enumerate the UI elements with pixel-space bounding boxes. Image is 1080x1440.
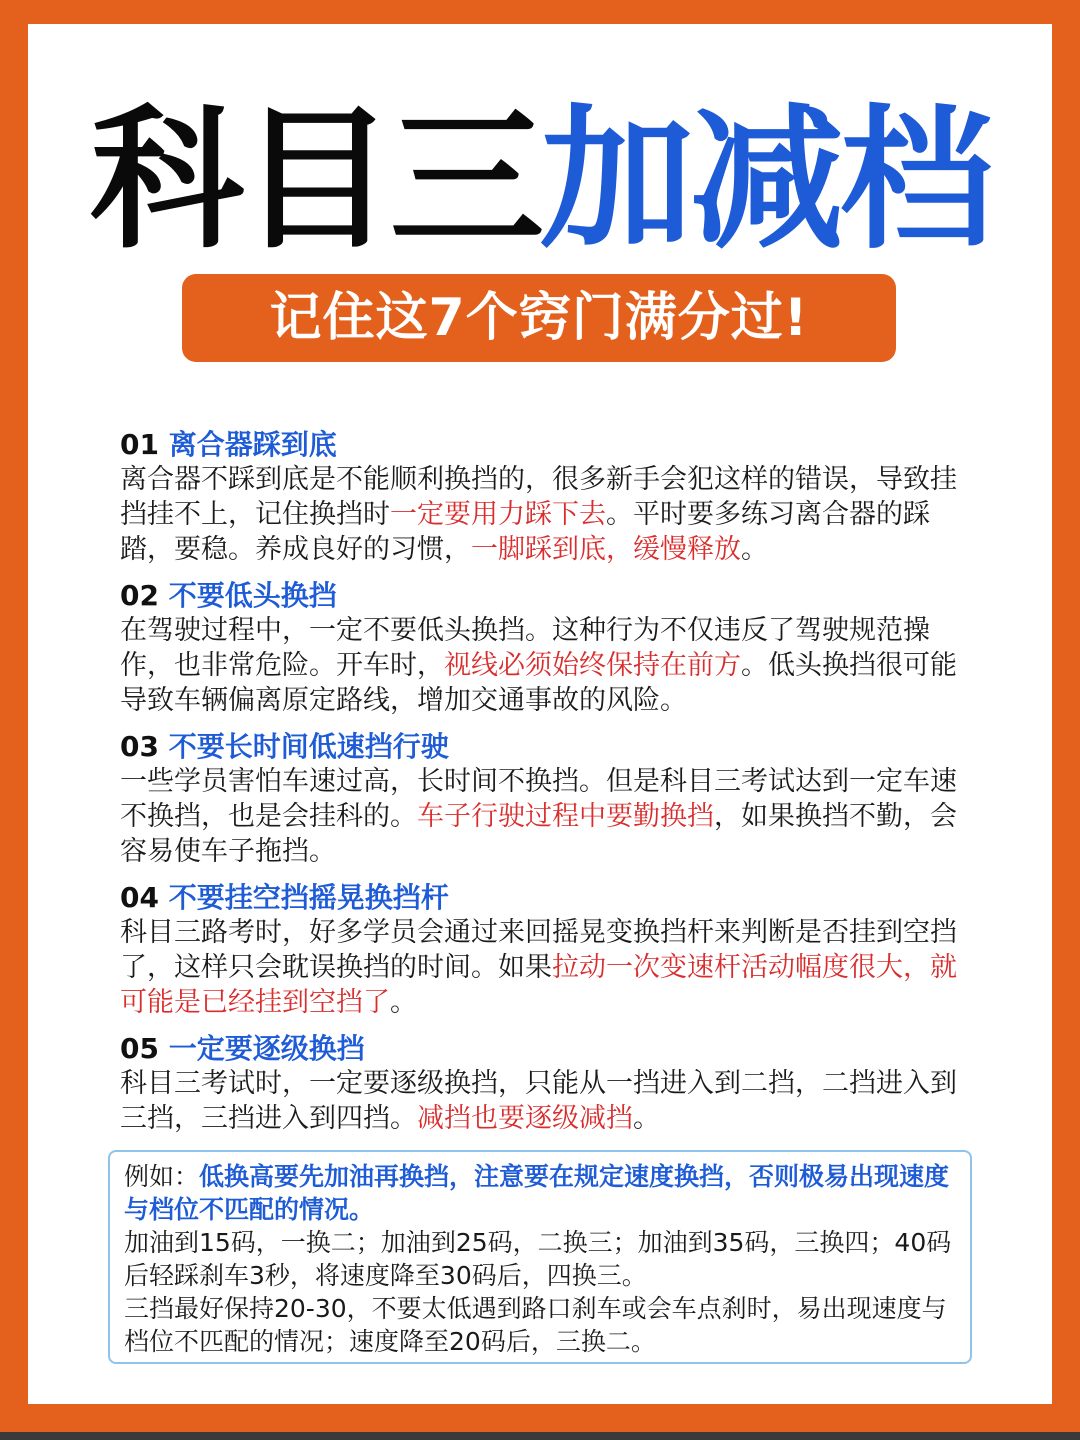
tip-text: 。 <box>741 534 768 565</box>
tip-heading <box>120 730 980 764</box>
title-black-part: 科目三 <box>89 91 540 270</box>
tip-body <box>120 613 980 718</box>
tip-highlight: 一定要用力踩下去 <box>390 499 606 530</box>
tip-text: 在驾驶过程中，一定不要低头换挡。这种行为不仅违反了驾驶规范操作，也非常危险。开车时， <box>120 615 930 681</box>
tip-heading <box>120 1032 980 1066</box>
tips-list <box>120 428 980 1148</box>
subtitle-banner: 记住这7个窍门满分过! <box>182 274 896 362</box>
example-line-2: 加油到15码，一换二；加油到25码，二换三；加油到35码，三换四；40码后轻踩刹车3秒，将速度降至30码后，四换三。 <box>124 1228 952 1290</box>
tip-highlight: 拉动一次变速杆活动幅度很大，就可能是已经挂到空挡了 <box>120 952 957 1018</box>
tip-number: 01 <box>120 428 159 461</box>
tip-text: 。平时要多练习离合器的踩踏，要稳。养成良好的习惯， <box>120 499 930 565</box>
tip-heading <box>120 428 980 462</box>
tip-section-01 <box>120 428 980 567</box>
example-highlight: 低换高要先加油再换挡，注意要在规定速度换挡，否则极易出现速度与档位不匹配的情况。 <box>124 1162 950 1224</box>
tip-body <box>120 764 980 869</box>
tip-text: 。 <box>390 987 417 1018</box>
tip-highlight: 一脚踩到底，缓慢释放 <box>471 534 741 565</box>
example-prefix: 例如： <box>124 1162 200 1191</box>
tip-number: 04 <box>120 881 159 914</box>
content-card <box>28 24 1052 1404</box>
example-line-3: 三挡最好保持20-30，不要太低遇到路口刹车或会车点刹时，易出现速度与档位不匹配的情况；速度降至20码后，三换二。 <box>124 1294 947 1356</box>
tip-text: 科目三路考时，好多学员会通过来回摇晃变换挡杆来判断是否挂到空挡了，这样只会耽误换挡的时间。如果 <box>120 917 957 983</box>
tip-section-04 <box>120 881 980 1020</box>
tip-highlight: 减挡也要逐级减挡 <box>417 1103 633 1134</box>
tip-section-02 <box>120 579 980 718</box>
tip-text: 。 <box>633 1103 660 1134</box>
tip-number: 02 <box>120 579 159 612</box>
tip-title: 一定要逐级换挡 <box>168 1032 365 1065</box>
tip-heading <box>120 881 980 915</box>
tip-heading <box>120 579 980 613</box>
tip-title: 不要低头换挡 <box>168 579 337 612</box>
tip-body <box>120 915 980 1020</box>
tip-section-05 <box>120 1032 980 1136</box>
tip-body <box>120 1066 980 1136</box>
tip-highlight: 视线必须始终保持在前方 <box>444 650 741 681</box>
example-box <box>108 1150 972 1364</box>
tip-text: 一些学员害怕车速过高，长时间不换挡。但是科目三考试达到一定车速不换挡，也是会挂科的。 <box>120 766 957 832</box>
bottom-strip <box>0 1432 1080 1440</box>
tip-title: 不要长时间低速挡行驶 <box>168 730 449 763</box>
tip-text: 离合器不踩到底是不能顺利换挡的，很多新手会犯这样的错误，导致挂挡挂不上，记住换挡时 <box>120 464 957 530</box>
tip-body <box>120 462 980 567</box>
tip-section-03 <box>120 730 980 869</box>
tip-text: 科目三考试时，一定要逐级换挡，只能从一挡进入到二挡，二挡进入到三挡，三挡进入到四挡。 <box>120 1068 957 1134</box>
tip-text: ，如果换挡不勤，会容易使车子拖挡。 <box>120 801 957 867</box>
tip-title: 离合器踩到底 <box>168 428 337 461</box>
tip-highlight: 车子行驶过程中要勤换挡 <box>417 801 714 832</box>
tip-number: 05 <box>120 1032 159 1065</box>
page-title <box>28 86 1052 276</box>
example-intro <box>124 1160 956 1226</box>
tip-number: 03 <box>120 730 159 763</box>
tip-text: 。低头换挡很可能导致车辆偏离原定路线，增加交通事故的风险。 <box>120 650 957 716</box>
title-blue-part: 加减档 <box>540 91 991 270</box>
tip-title: 不要挂空挡摇晃换挡杆 <box>168 881 449 914</box>
